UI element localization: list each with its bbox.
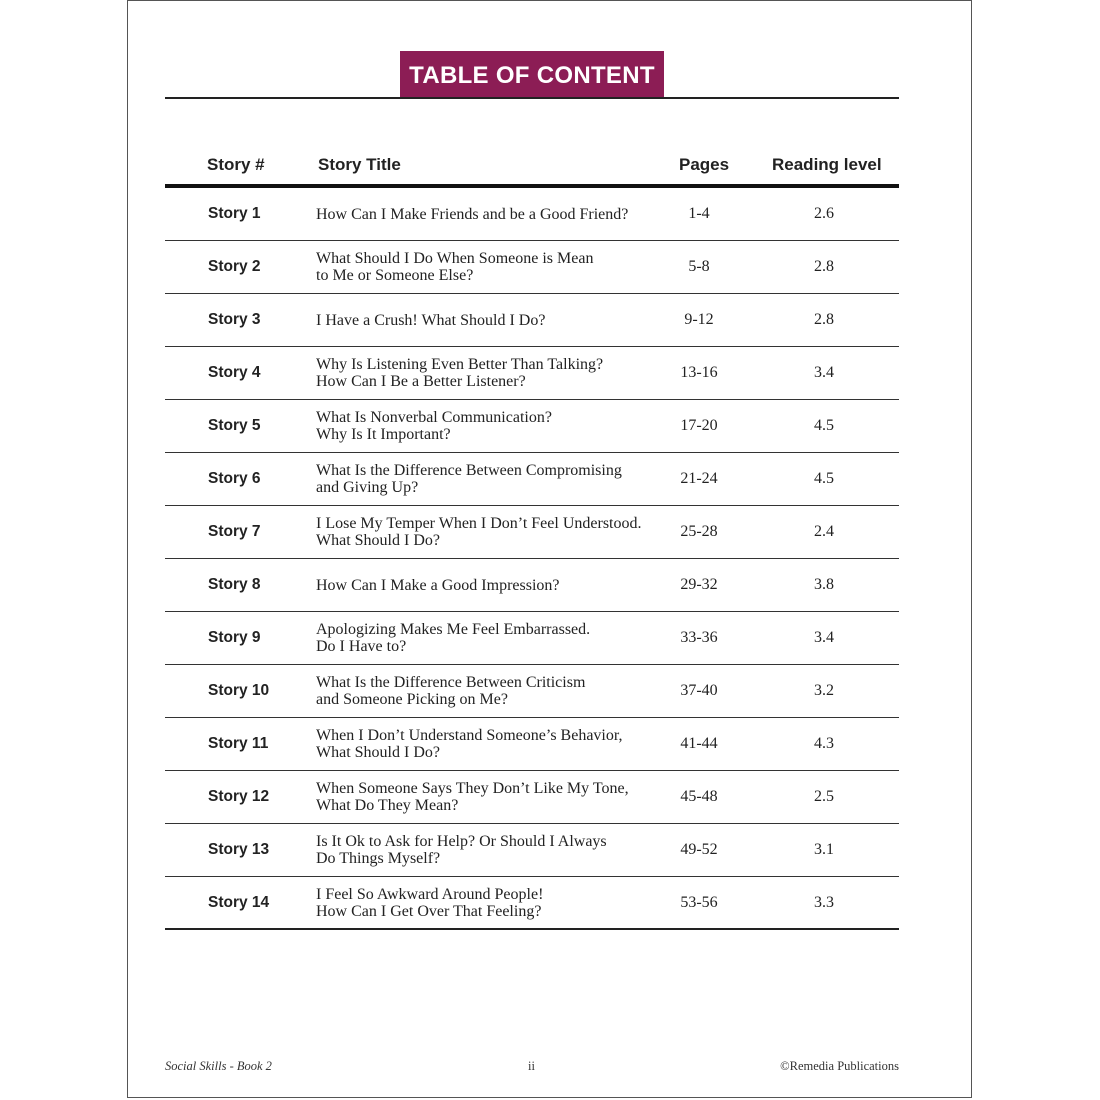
footer-book-title: Social Skills - Book 2 [165,1059,272,1073]
story-reading-level: 3.1 [814,841,834,858]
story-title: What Is the Difference Between Criticism and Someone Picking on Me? [316,674,586,708]
table-row [165,718,899,771]
story-pages: 49-52 [680,841,718,858]
table-row [165,877,899,930]
story-pages: 45-48 [680,788,718,805]
story-reading-level: 3.4 [814,364,834,381]
column-header-story-number: Story # [207,155,265,174]
story-number: Story 5 [208,417,261,434]
table-row [165,347,899,400]
story-number: Story 2 [208,258,261,275]
story-pages: 21-24 [680,470,718,487]
table-row [165,612,899,665]
story-number: Story 12 [208,788,270,805]
table-row [165,188,899,241]
story-title: How Can I Make Friends and be a Good Friend? [316,205,629,223]
story-reading-level: 4.3 [814,735,834,752]
story-number: Story 3 [208,311,261,328]
story-pages: 41-44 [680,735,718,752]
story-reading-level: 3.8 [814,576,834,593]
story-number: Story 4 [208,364,261,381]
table-row [165,559,899,612]
story-pages: 9-12 [684,311,714,328]
story-number: Story 7 [208,523,261,540]
story-pages: 1-4 [688,205,710,222]
story-reading-level: 2.5 [814,788,834,805]
story-title: How Can I Make a Good Impression? [316,576,560,594]
story-title: What Is Nonverbal Communication? Why Is It Important? [316,409,552,443]
table-row [165,665,899,718]
story-reading-level: 2.8 [814,311,834,328]
story-number: Story 9 [208,629,261,646]
table-row [165,294,899,347]
story-number: Story 14 [208,893,270,911]
story-reading-level: 2.6 [814,205,834,222]
story-reading-level: 4.5 [814,417,834,434]
story-number: Story 1 [208,205,261,222]
story-title: When Someone Says They Don’t Like My Tone, What Do They Mean? [316,780,629,814]
column-header-reading-level: Reading level [772,155,882,174]
story-number: Story 11 [208,735,269,752]
story-title: I Feel So Awkward Around People! How Can I Get Over That Feeling? [316,885,544,920]
table-row [165,824,899,877]
story-pages: 25-28 [680,523,718,540]
story-title: I Have a Crush! What Should I Do? [316,311,546,329]
story-title: Why Is Listening Even Better Than Talking? How Can I Be a Better Listener? [316,356,604,390]
story-reading-level: 2.8 [814,258,834,275]
title-divider [165,97,899,99]
story-title: Apologizing Makes Me Feel Embarrassed. Do I Have to? [316,621,591,655]
footer-page-number: ii [528,1059,535,1073]
story-title: Is It Ok to Ask for Help? Or Should I Always Do Things Myself? [316,833,607,867]
page-title: TABLE OF CONTENT [400,51,664,98]
story-number: Story 10 [208,682,270,699]
story-pages: 29-32 [680,576,718,593]
story-pages: 5-8 [688,258,710,275]
document-page [127,0,972,1098]
story-title: What Should I Do When Someone is Mean to Me or Someone Else? [316,250,594,284]
story-pages: 53-56 [680,893,718,911]
footer-publisher: ©Remedia Publications [780,1059,899,1073]
table-header [165,147,899,185]
story-number: Story 8 [208,576,261,593]
column-header-story-title: Story Title [318,155,401,174]
story-pages: 37-40 [680,682,718,699]
story-title: What Is the Difference Between Compromising and Giving Up? [316,462,622,496]
table-row [165,506,899,559]
table-row [165,771,899,824]
table-row [165,400,899,453]
story-number: Story 6 [208,470,261,487]
story-number: Story 13 [208,841,270,858]
story-reading-level: 3.3 [814,893,834,911]
table-row [165,241,899,294]
story-title: I Lose My Temper When I Don’t Feel Understood. What Should I Do? [316,515,642,549]
story-reading-level: 3.2 [814,682,834,699]
column-header-pages: Pages [679,155,730,174]
story-reading-level: 2.4 [814,523,834,540]
story-reading-level: 4.5 [814,470,834,487]
story-pages: 13-16 [680,364,718,381]
story-reading-level: 3.4 [814,629,834,646]
table-body [165,188,899,930]
story-pages: 17-20 [680,417,718,434]
story-title: When I Don’t Understand Someone’s Behavior, What Should I Do? [316,727,623,761]
table-row [165,453,899,506]
story-pages: 33-36 [680,629,718,646]
